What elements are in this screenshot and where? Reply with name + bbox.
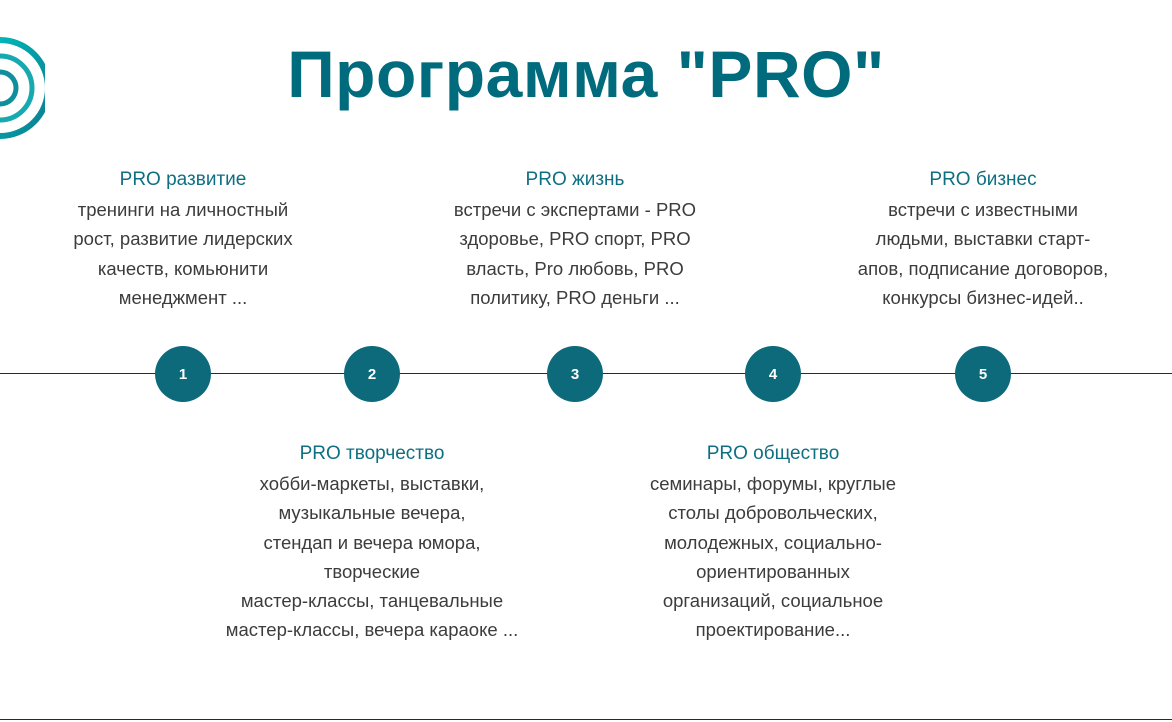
item-pro-creativity — [202, 439, 542, 645]
item-text: хобби-маркеты, выставки, музыкальные вечера, стендап и вечера юмора, творческие мастер-классы, танцевальные мастер-классы, вечера караоке ... — [225, 473, 519, 641]
item-text: встречи с экспертами - PRO здоровье, PRO спорт, PRO власть, Pro любовь, PRO политику, PRO деньги ... — [453, 199, 697, 308]
step-marker-3: 3 — [547, 346, 603, 402]
item-heading: PRO бизнес — [929, 169, 1037, 190]
item-heading: PRO жизнь — [525, 169, 625, 190]
step-marker-4: 4 — [745, 346, 801, 402]
item-heading: PRO общество — [706, 443, 840, 464]
step-marker-1: 1 — [155, 346, 211, 402]
step-marker-2: 2 — [344, 346, 400, 402]
item-text: встречи с известными людьми, выставки старт- апов, подписание договоров, конкурсы бизнес-идей.. — [857, 199, 1109, 308]
item-pro-society — [603, 439, 943, 645]
item-pro-development — [13, 165, 353, 312]
item-heading: PRO творчество — [299, 443, 445, 464]
item-text: тренинги на личностный рост, развитие лидерских качеств, комьюнити менеджмент ... — [73, 199, 293, 308]
item-pro-business — [813, 165, 1153, 312]
item-text: семинары, форумы, круглые столы добровольческих, молодежных, социально- ориентированных организаций, социальное проектирование... — [649, 473, 897, 641]
item-pro-life — [405, 165, 745, 312]
bottom-divider — [0, 719, 1172, 720]
page-title: Программа "PRO" — [287, 37, 885, 111]
step-marker-5: 5 — [955, 346, 1011, 402]
item-heading: PRO развитие — [119, 169, 247, 190]
